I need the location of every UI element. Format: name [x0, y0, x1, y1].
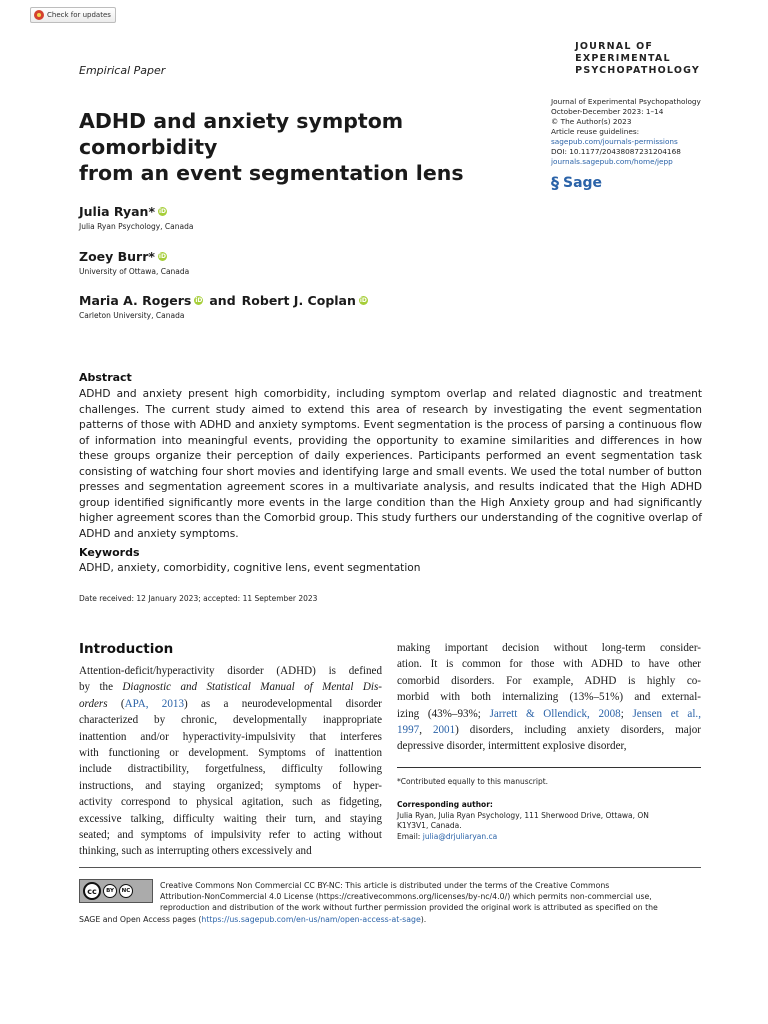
text-run: characterized by chronic, developmentally inappropriate [79, 714, 382, 727]
text-line [79, 663, 382, 679]
introduction-heading: Introduction [79, 641, 174, 657]
text-run: thinking, such as interrupting others excessively and [79, 845, 312, 858]
corresponding-author [397, 800, 649, 842]
license-line: Creative Commons Non Commercial CC BY-NC: This article is distributed under the terms of the Creative Commons [160, 881, 610, 890]
cc-icon: cc [83, 882, 101, 900]
update-icon [34, 10, 44, 20]
author-affiliation: University of Ottawa, Canada [79, 267, 190, 276]
journal-brand-line: JOURNAL OF [575, 41, 654, 52]
author-name: Robert J. Coplan [241, 293, 356, 308]
text-run: include distractibility, forgetfulness, difficulty following [79, 763, 382, 776]
text-line [397, 673, 701, 689]
license-line [79, 914, 703, 925]
license-line [79, 891, 703, 902]
text-line [79, 843, 382, 859]
license-text [79, 880, 703, 925]
journal-brand-line: PSYCHOPATHOLOGY [575, 65, 700, 76]
open-access-link[interactable]: https://us.sagepub.com/en-us/nam/open-access-at-sage [201, 914, 421, 924]
author-joiner: and [209, 293, 236, 308]
text-line [79, 811, 382, 827]
license-line: reproduction and distribution of the work without further permission provided the original work is attributed as specified on the [160, 903, 658, 913]
author-name: Julia Ryan* [79, 204, 155, 219]
copyright: © The Author(s) 2023 [551, 117, 632, 126]
orcid-icon[interactable]: iD [359, 297, 367, 304]
journal-brand-line: EXPERIMENTAL [575, 53, 671, 64]
license-text-part: ) which permits non-commercial use, [507, 892, 652, 902]
journal-home-link[interactable]: journals.sagepub.com/home/jepp [551, 157, 673, 166]
author-affiliation: Carleton University, Canada [79, 311, 185, 320]
nc-icon: NC [119, 884, 133, 898]
license-divider [79, 867, 701, 868]
orcid-icon[interactable]: iD [158, 253, 166, 260]
reuse-label: Article reuse guidelines: [551, 127, 640, 136]
author-name: Maria A. Rogers [79, 293, 192, 308]
dates-received: Date received: 12 January 2023; accepted: 11 September 2023 [79, 594, 318, 603]
author-1 [79, 204, 193, 231]
text-run: ation. It is common for those with ADHD to have other [397, 658, 701, 671]
text-line [79, 745, 382, 761]
paper-type: Empirical Paper [79, 64, 166, 77]
text-run: depressive disorder, intermittent explosive disorder, [397, 740, 627, 753]
license-text-part: ). [420, 914, 427, 924]
sage-wordmark: Sage [563, 175, 603, 191]
journal-name: Journal of Experimental Psychopathology [551, 97, 701, 106]
orcid-icon[interactable]: iD [158, 208, 167, 215]
text-run: orders [79, 697, 108, 710]
orcid-icon[interactable]: iD [195, 297, 203, 304]
text-line [79, 794, 382, 810]
author-3-4 [79, 293, 368, 320]
text-line [397, 689, 701, 705]
text-run: Attention-deficit/hyperactivity disorder (ADHD) is defined [79, 665, 382, 677]
text-run: ) disorders, including anxiety disorders, major [455, 723, 701, 736]
intro-right-column [397, 640, 701, 755]
email-label: Email: [397, 831, 423, 841]
text-run: with functioning or development. Symptoms of inattention [79, 746, 382, 759]
by-icon: BY [103, 884, 117, 898]
intro-left-column [79, 663, 382, 860]
text-line [79, 679, 382, 695]
permissions-link[interactable]: sagepub.com/journals-permissions [551, 137, 678, 146]
corresponding-author-label: Corresponding author: [397, 800, 493, 809]
sage-logo [551, 175, 602, 191]
text-run: comorbid disorders. For example, ADHD is highly co- [397, 674, 701, 687]
text-run: inattention and/or hyperactivity-impulsivity that interferes [79, 730, 382, 743]
text-line [397, 656, 701, 672]
title-line: ADHD and anxiety symptom comorbidity [79, 109, 404, 159]
text-line [397, 722, 701, 738]
text-run: instructions, and staying organized; symptoms of hyper- [79, 779, 382, 792]
abstract-heading: Abstract [79, 371, 132, 384]
text-run: seated; and symptoms of impulsivity refer to acting without [79, 828, 382, 841]
journal-brand [575, 41, 700, 77]
text-run: making important decision without long-term consider- [397, 642, 701, 654]
text-line [397, 706, 701, 722]
text-run: morbid with both internalizing (13%–51%) and external- [397, 691, 701, 704]
text-run: by the [79, 681, 123, 694]
text-run: izing (43%–93%; [397, 707, 490, 720]
article-title [79, 108, 539, 186]
abstract-text: ADHD and anxiety present high comorbidity, including symptom overlap and related diagnostic and treatment challenges. The current study aimed to extend this area of research by investigating the event segmentation patterns of those with ADHD and anxiety symptoms. Event segmentation is the process of parsing a continuous flow of information into meaningful events, providing the opportunity to examine similarities and differences in how these groups organize their perception of daily experiences. Participants performed an event segmentation task consisting of watching four short movies and identifying large and small events. We used the total number of button presses and segmentation agreement scores in a multivariate analysis, and results indicated that the High ADHD group identified significantly more events in the large condition than the High Anxiety group and had significantly higher agreement scores than the Comorbid group. This study furthers our understanding of the cognitive overlap of ADHD and anxiety symptoms. [79, 388, 702, 540]
text-line [79, 712, 382, 728]
article-metadata [551, 97, 741, 167]
equal-contribution-note: *Contributed equally to this manuscript. [397, 777, 549, 786]
license-text-part: SAGE and Open Access pages ( [79, 914, 202, 924]
author-affiliation: Julia Ryan Psychology, Canada [79, 222, 194, 231]
corresponding-address-line: Julia Ryan, Julia Ryan Psychology, 111 Sherwood Drive, Ottawa, ON [397, 810, 649, 820]
license-text-part: Attribution-NonCommercial 4.0 License ( [160, 892, 319, 902]
text-line [397, 738, 701, 754]
title-line: from an event segmentation lens [79, 161, 464, 185]
check-for-updates-label: Check for updates [47, 11, 111, 19]
citation-link[interactable]: 2001 [432, 723, 456, 736]
citation-link[interactable]: Jarrett & Ollendick, 2008 [489, 707, 621, 720]
text-run: ; [620, 707, 633, 720]
author-name: Zoey Burr* [79, 249, 155, 264]
issue-info: October-December 2023: 1–14 [551, 107, 664, 116]
doi[interactable]: DOI: 10.1177/20438087231204168 [551, 147, 681, 156]
keywords-text: ADHD, anxiety, comorbidity, cognitive lens, event segmentation [79, 562, 421, 574]
citation-link[interactable]: Jensen et al., [632, 707, 701, 720]
text-run: ) as a neurodevelopmental disorder [184, 697, 382, 710]
corresponding-address-line: K1Y3V1, Canada. [397, 821, 462, 830]
text-line [79, 778, 382, 794]
text-run: , [419, 723, 433, 736]
text-line [397, 640, 701, 656]
citation-link[interactable]: APA, 2013 [124, 697, 184, 710]
check-for-updates-badge[interactable] [30, 7, 116, 23]
license-url-link[interactable]: https://creativecommons.org/licenses/by-nc/4.0/ [318, 892, 508, 902]
text-line [79, 761, 382, 777]
text-line [79, 729, 382, 745]
author-2 [79, 249, 189, 276]
text-line [79, 827, 382, 843]
footnote-divider [397, 767, 701, 768]
keywords-heading: Keywords [79, 546, 140, 559]
text-run: excessive talking, difficulty waiting their turn, and staying [79, 812, 382, 825]
sage-s-icon: § [551, 173, 559, 192]
text-run: activity correspond to physical agitation, such as fidgeting, [79, 796, 382, 809]
email-link[interactable]: julia@drjuliaryan.ca [422, 831, 498, 841]
text-run: Diagnostic and Statistical Manual of Mental Dis- [122, 681, 382, 694]
citation-link[interactable]: 1997 [397, 723, 420, 736]
text-line [79, 696, 382, 712]
text-run: ( [107, 697, 125, 710]
